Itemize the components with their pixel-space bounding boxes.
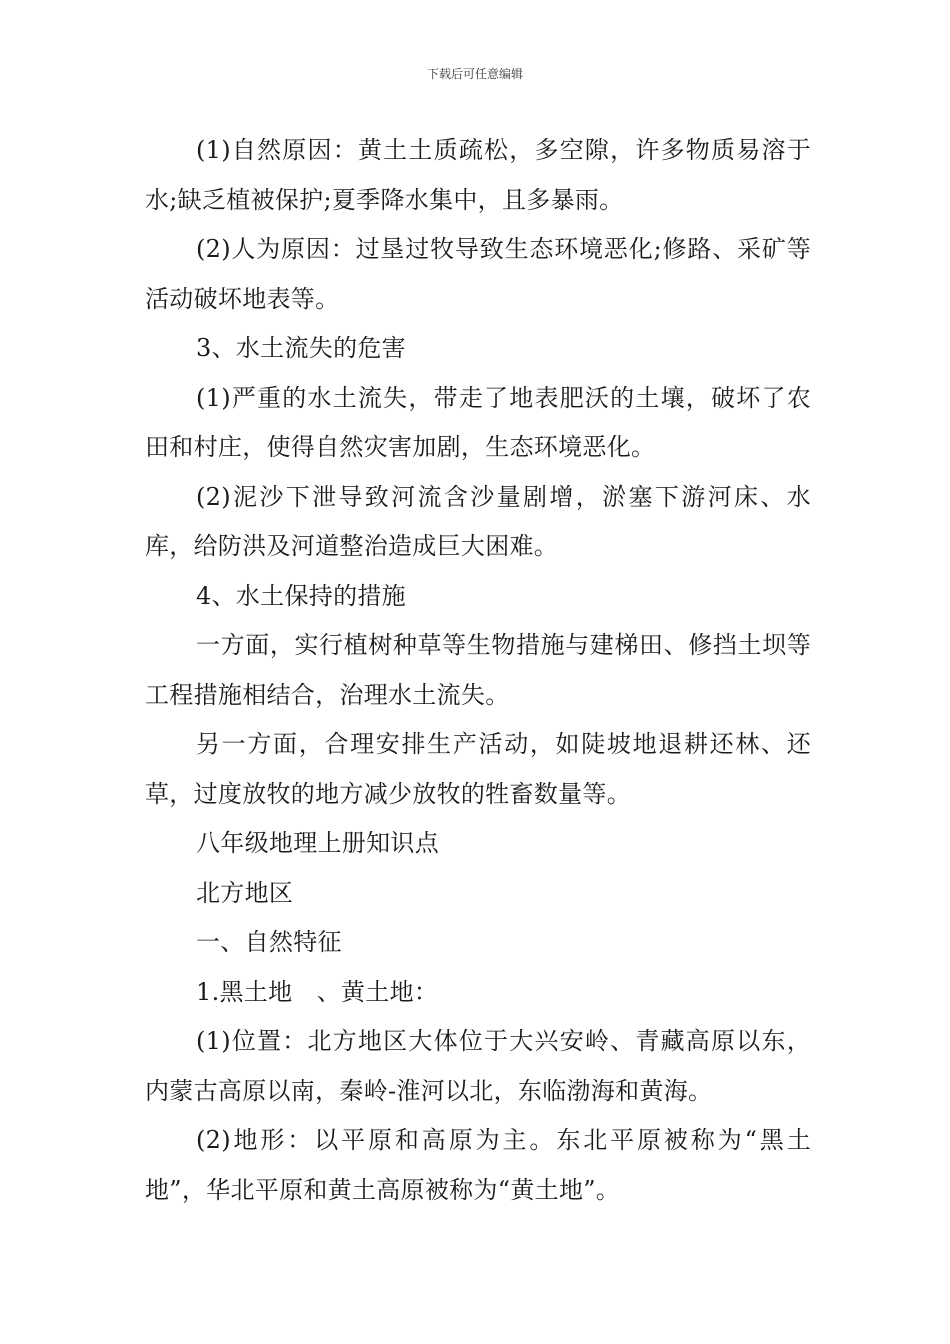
paragraph-measures-2: 另一方面，合理安排生产活动，如陡坡地退耕还林、还草，过度放牧的地方减少放牧的牲畜数量等。 — [145, 730, 811, 808]
heading-conservation-measures: 4、水土保持的措施 — [196, 581, 406, 610]
paragraph-terrain: (2)地形：以平原和高原为主。东北平原被称为“黑土地”，华北平原和黄土高原被称为“黄土地”。 — [145, 1126, 811, 1204]
paragraph-measures-1: 一方面，实行植树种草等生物措施与建梯田、修挡土坝等工程措施相结合，治理水土流失。 — [145, 631, 811, 709]
document-body — [145, 126, 811, 1215]
paragraph-natural-causes: (1)自然原因：黄土土质疏松，多空隙，许多物质易溶于水;缺乏植被保护;夏季降水集中，且多暴雨。 — [145, 136, 811, 214]
heading-soil-erosion-harm: 3、水土流失的危害 — [196, 334, 406, 362]
paragraph-location: (1)位置：北方地区大体位于大兴安岭、青藏高原以东，内蒙古高原以南，秦岭-淮河以北，东临渤海和黄海。 — [145, 1027, 811, 1105]
paragraph-harm-2: (2)泥沙下泄导致河流含沙量剧增，淤塞下游河床、水库，给防洪及河道整治造成巨大困难。 — [145, 482, 811, 560]
page-header: 下载后可任意编辑 — [426, 67, 523, 81]
heading-black-yellow-soil: 1.黑土地 、黄土地： — [196, 977, 439, 1006]
heading-northern-region: 北方地区 — [196, 878, 294, 907]
paragraph-harm-1: (1)严重的水土流失，带走了地表肥沃的土壤，破坏了农田和村庄，使得自然灾害加剧，生态环境恶化。 — [145, 383, 811, 461]
paragraph-human-causes: (2)人为原因：过垦过牧导致生态环境恶化;修路、采矿等活动破坏地表等。 — [145, 235, 811, 313]
heading-natural-features: 一、自然特征 — [196, 928, 342, 956]
heading-grade8-geography: 八年级地理上册知识点 — [196, 829, 439, 857]
